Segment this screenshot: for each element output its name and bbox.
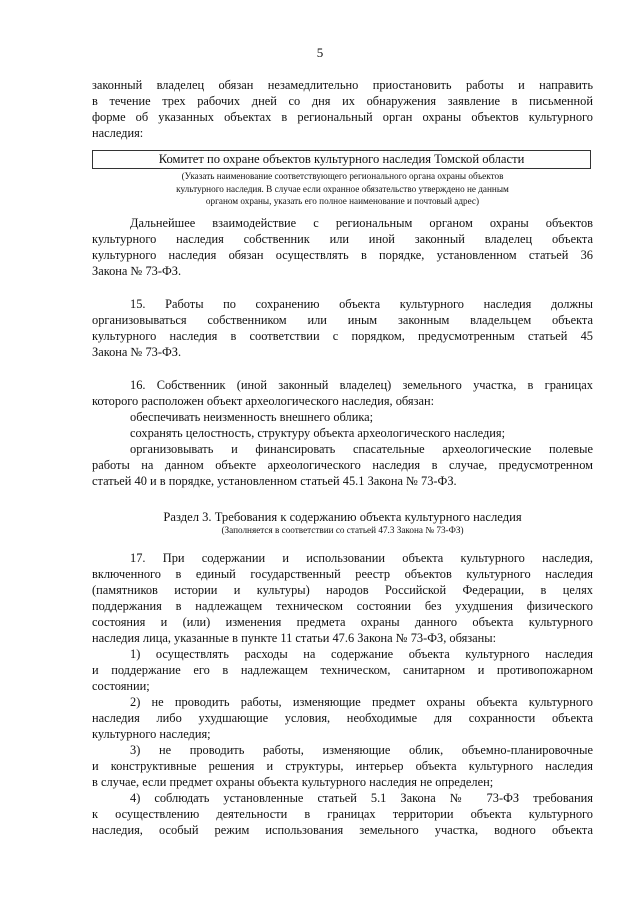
- text-line: состоянии;: [92, 679, 150, 693]
- text-line: поддержания в надлежащем техническом состоянии без ухудшения физического: [92, 599, 593, 613]
- text-line: организовывать и финансировать спасательные археологические полевые: [130, 442, 593, 456]
- section-3-title: Раздел 3. Требования к содержанию объекта культурного наследия: [163, 510, 522, 524]
- text-line: форме об указанных объектах в региональный орган охраны объектов культурного: [92, 110, 593, 124]
- text-line: Закона № 73-ФЗ.: [92, 345, 182, 359]
- text-line: (памятников истории и культуры) народов Российской Федерации, в целях: [92, 583, 593, 597]
- text-line: наследия либо ухудшающие условия, необходимые для сохранности объекта: [92, 711, 593, 725]
- text-line: наследия лица, указанные в пункте 11 статьи 47.6 Закона № 73-ФЗ, обязаны:: [92, 631, 497, 645]
- text-line: сохранять целостность, структуру объекта археологического наследия;: [130, 426, 506, 440]
- paragraph-16: [92, 377, 593, 489]
- note-line: (Указать наименование соответствующего регионального органа охраны объектов: [181, 171, 504, 181]
- text-line: в случае, если предмет охраны объекта культурного наследия не определен;: [92, 775, 494, 789]
- authority-name-box: Комитет по охране объектов культурного наследия Томской области: [92, 150, 591, 169]
- text-line: 1) осуществлять расходы на содержание объекта культурного наследия: [130, 647, 593, 661]
- text-line: и поддержание его в надлежащем техническом, санитарном и противопожарном: [92, 663, 593, 677]
- text-line: работы на данном объекте археологического наследия в случае, предусмотренном: [92, 458, 593, 472]
- text-line: и конструктивные решения и структуры, интерьер объекта культурного наследия: [92, 759, 593, 773]
- interaction-paragraph: [92, 215, 593, 279]
- note-line: культурного наследия. В случае если охранное обязательство утверждено не данным: [176, 183, 509, 194]
- text-line: культурного наследия обязан осуществлять в порядке, установленном статьей 36: [92, 248, 593, 262]
- text-line: культурного наследия;: [92, 727, 211, 741]
- text-line: наследия, особый режим использования земельного участка, водного объекта: [92, 823, 593, 837]
- text-line: культурного наследия в соответствии с порядком, предусмотренным статьей 45: [92, 329, 593, 343]
- text-line: в течение трех рабочих дней со дня их обнаружения заявление в письменной: [92, 94, 593, 108]
- text-line: наследия:: [92, 126, 144, 140]
- text-line: к осуществлению деятельности в границах территории объекта культурного: [92, 807, 593, 821]
- text-line: статьей 40 и в порядке, установленном статьей 45.1 Закона № 73-ФЗ.: [92, 474, 457, 488]
- text-line: которого расположен объект археологического наследия, обязан:: [92, 394, 435, 408]
- text-line: 16. Собственник (иной законный владелец) земельного участка, в границах: [130, 378, 593, 392]
- text-line: 2) не проводить работы, изменяющие предмет охраны объекта культурного: [130, 695, 593, 709]
- text-line: 17. При содержании и использовании объекта культурного наследия,: [130, 551, 593, 565]
- text-line: 3) не проводить работы, изменяющие облик, объемно-планировочные: [130, 743, 593, 757]
- text-line: обеспечивать неизменность внешнего облика;: [130, 410, 374, 424]
- text-line: Дальнейшее взаимодействие с региональным органом охраны объектов: [130, 216, 593, 230]
- text-line: законный владелец обязан незамедлительно приостановить работы и направить: [92, 78, 593, 92]
- text-line: состояния и (или) изменения предмета охраны данного объекта культурного: [92, 615, 593, 629]
- text-line: 4) соблюдать установленные статьей 5.1 Закона № 73-ФЗ требования: [130, 791, 593, 805]
- text-line: организовываться собственником или иным законным владельцем объекта: [92, 313, 593, 327]
- paragraph-15: [92, 296, 593, 360]
- text-line: 15. Работы по сохранению объекта культурного наследия должны: [130, 297, 593, 311]
- authority-note: [92, 170, 593, 208]
- page-number: 5: [316, 45, 324, 60]
- text-line: культурного наследия собственник или иной законный владелец объекта: [92, 232, 593, 246]
- text-line: включенного в единый государственный реестр объектов культурного наследия: [92, 567, 593, 581]
- section-3-note: (Заполняется в соответствии со статьей 47.3 Закона № 73-ФЗ): [221, 525, 464, 535]
- note-line: органом охраны, указать его полное наименование и почтовый адрес): [205, 196, 480, 206]
- text-line: Закона № 73-ФЗ.: [92, 264, 182, 278]
- paragraph-17: [92, 550, 593, 838]
- intro-paragraph: [92, 77, 593, 141]
